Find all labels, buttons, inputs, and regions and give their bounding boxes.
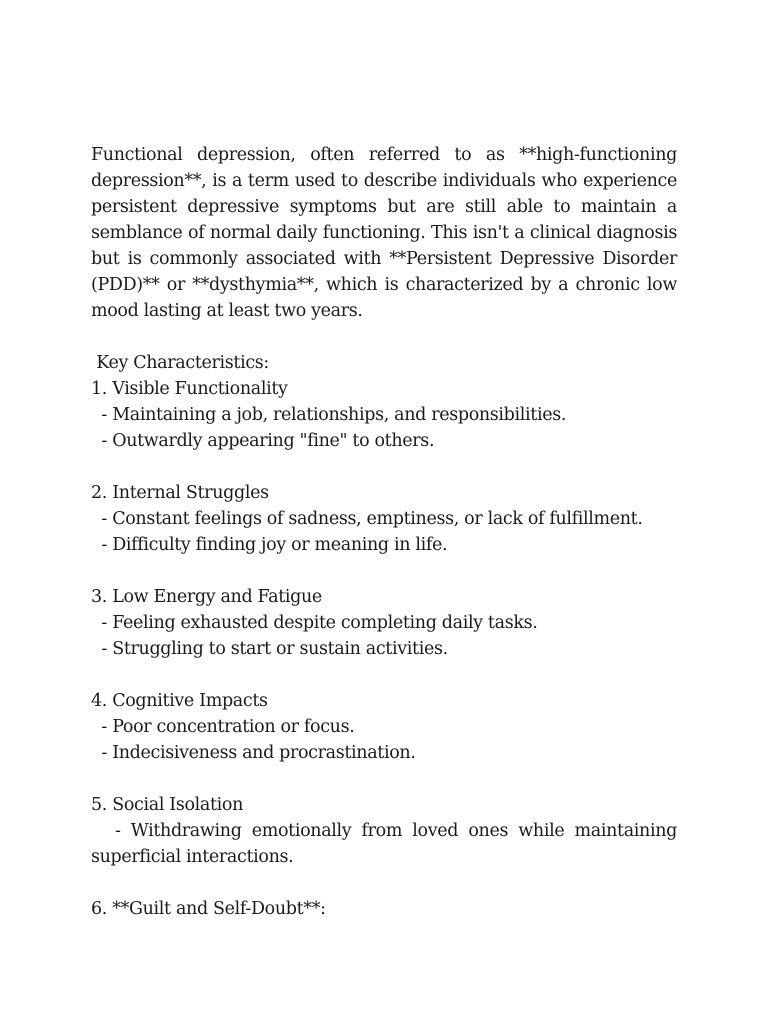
spacer bbox=[91, 870, 677, 896]
section-title: 2. Internal Struggles bbox=[91, 483, 269, 503]
spacer bbox=[91, 454, 677, 480]
list-item: - Poor concentration or focus. bbox=[91, 717, 355, 737]
section-title: 4. Cognitive Impacts bbox=[91, 691, 268, 711]
spacer bbox=[91, 766, 677, 792]
key-characteristics-heading: Key Characteristics: bbox=[91, 353, 269, 373]
section-title: 5. Social Isolation bbox=[91, 795, 244, 815]
document-page bbox=[91, 142, 677, 922]
intro-paragraph: Functional depression, often referred to as **high-functioning depression**, is a term used to describe individuals who experience persistent depressive symptoms but are still able to maintain a semblance of normal daily functioning. This isn't a clinical diagnosis but is commonly associated with **Persistent Depressive Disorder (PDD)** or **dysthymia**, which is characterized by a chronic low mood lasting at least two years. bbox=[91, 145, 677, 321]
list-item: - Feeling exhausted despite completing daily tasks. bbox=[91, 613, 538, 633]
spacer bbox=[91, 558, 677, 584]
list-item: - Indecisiveness and procrastination. bbox=[91, 743, 416, 763]
list-item: - Maintaining a job, relationships, and responsibilities. bbox=[91, 405, 567, 425]
list-item: - Withdrawing emotionally from loved ones while maintaining superficial interactions. bbox=[91, 821, 677, 867]
list-item: - Struggling to start or sustain activities. bbox=[91, 639, 448, 659]
section-title: 6. **Guilt and Self-Doubt**: bbox=[91, 899, 326, 919]
section-title: 1. Visible Functionality bbox=[91, 379, 288, 399]
spacer bbox=[91, 324, 677, 350]
section-title: 3. Low Energy and Fatigue bbox=[91, 587, 322, 607]
list-item: - Constant feelings of sadness, emptiness, or lack of fulfillment. bbox=[91, 509, 643, 529]
list-item: - Outwardly appearing "fine" to others. bbox=[91, 431, 435, 451]
spacer bbox=[91, 662, 677, 688]
list-item: - Difficulty finding joy or meaning in life. bbox=[91, 535, 448, 555]
